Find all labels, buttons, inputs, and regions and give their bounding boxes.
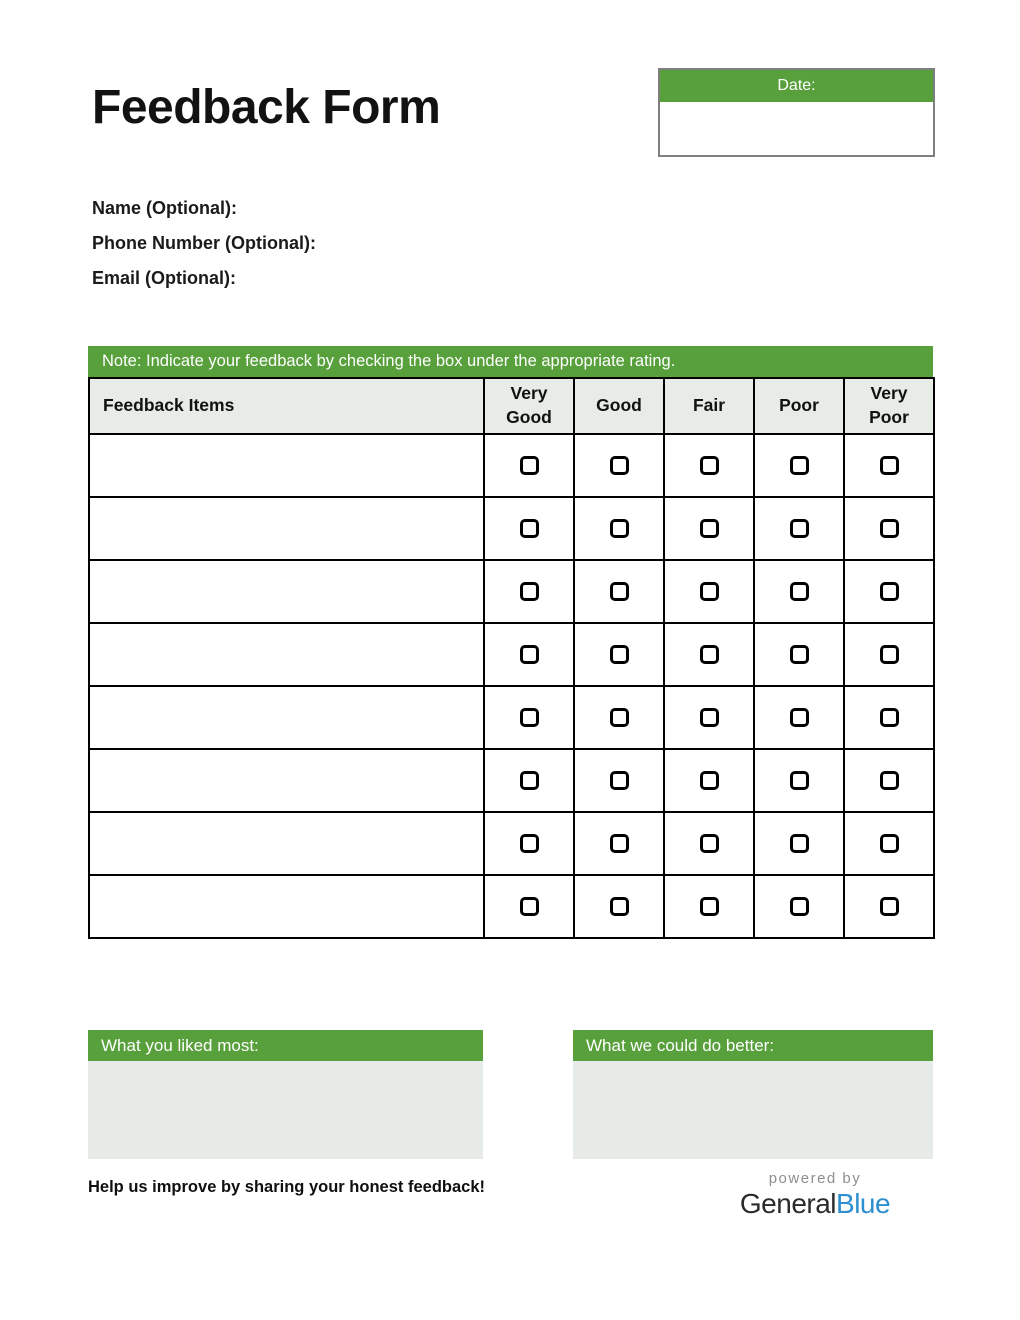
rating-cell (754, 812, 844, 875)
rating-cell (574, 686, 664, 749)
feedback-row (89, 560, 934, 623)
rating-cell (574, 434, 664, 497)
rating-checkbox[interactable] (520, 519, 539, 538)
rating-cell (844, 497, 934, 560)
rating-checkbox[interactable] (700, 834, 719, 853)
liked-most-input-area[interactable] (88, 1061, 483, 1159)
rating-checkbox[interactable] (520, 834, 539, 853)
rating-cell (844, 623, 934, 686)
rating-checkbox[interactable] (880, 645, 899, 664)
email-field-label: Email (Optional): (92, 268, 236, 288)
rating-checkbox[interactable] (610, 456, 629, 475)
rating-cell (754, 875, 844, 938)
rating-cell (484, 812, 574, 875)
rating-cell (484, 497, 574, 560)
feedback-row (89, 686, 934, 749)
rating-checkbox[interactable] (700, 519, 719, 538)
footer-message: Help us improve by sharing your honest feedback! (88, 1178, 486, 1196)
feedback-item-cell[interactable] (89, 875, 484, 938)
rating-checkbox[interactable] (520, 708, 539, 727)
rating-header-fair: Fair (664, 378, 754, 434)
do-better-header: What we could do better: (573, 1030, 933, 1061)
rating-checkbox[interactable] (610, 645, 629, 664)
rating-cell (484, 560, 574, 623)
rating-cell (844, 434, 934, 497)
rating-cell (484, 875, 574, 938)
rating-cell (754, 434, 844, 497)
do-better-input-area[interactable] (573, 1061, 933, 1159)
rating-checkbox[interactable] (610, 834, 629, 853)
rating-checkbox[interactable] (880, 771, 899, 790)
rating-cell (484, 623, 574, 686)
rating-header-poor: Poor (754, 378, 844, 434)
general-blue-logo (680, 1188, 950, 1220)
rating-checkbox[interactable] (790, 582, 809, 601)
rating-checkbox[interactable] (880, 582, 899, 601)
rating-cell (754, 560, 844, 623)
date-input-area[interactable] (660, 102, 933, 153)
feedback-row (89, 749, 934, 812)
rating-cell (574, 497, 664, 560)
page-title: Feedback Form (92, 81, 441, 134)
rating-cell (574, 812, 664, 875)
rating-cell (664, 875, 754, 938)
powered-by-text: powered by (768, 1170, 862, 1187)
rating-cell (844, 560, 934, 623)
rating-cell (664, 749, 754, 812)
rating-cell (484, 686, 574, 749)
rating-cell (664, 434, 754, 497)
rating-cell (484, 749, 574, 812)
rating-header-good: Good (574, 378, 664, 434)
rating-cell (574, 560, 664, 623)
rating-cell (664, 686, 754, 749)
feedback-item-cell[interactable] (89, 749, 484, 812)
name-field-label: Name (Optional): (92, 198, 238, 218)
rating-checkbox[interactable] (700, 771, 719, 790)
rating-cell (844, 812, 934, 875)
rating-header-very-poor: Very Poor (844, 378, 934, 434)
rating-checkbox[interactable] (790, 834, 809, 853)
rating-cell (844, 686, 934, 749)
feedback-item-cell[interactable] (89, 560, 484, 623)
rating-cell (754, 497, 844, 560)
date-box (658, 68, 935, 157)
rating-checkbox[interactable] (610, 582, 629, 601)
feedback-row (89, 623, 934, 686)
feedback-row (89, 875, 934, 938)
brand-general-text: General (739, 1188, 837, 1219)
rating-cell (844, 875, 934, 938)
rating-cell (664, 560, 754, 623)
rating-checkbox[interactable] (520, 645, 539, 664)
rating-checkbox[interactable] (790, 519, 809, 538)
feedback-item-cell[interactable] (89, 497, 484, 560)
rating-checkbox[interactable] (520, 771, 539, 790)
feedback-row (89, 497, 934, 560)
rating-cell (754, 749, 844, 812)
do-better-box (573, 1030, 933, 1159)
rating-checkbox[interactable] (700, 708, 719, 727)
brand-block (680, 1170, 950, 1220)
feedback-table (88, 377, 935, 939)
rating-checkbox[interactable] (880, 519, 899, 538)
feedback-row (89, 434, 934, 497)
table-note: Note: Indicate your feedback by checking the box under the appropriate rating. (88, 346, 933, 377)
rating-checkbox[interactable] (610, 519, 629, 538)
rating-checkbox[interactable] (610, 708, 629, 727)
rating-checkbox[interactable] (700, 645, 719, 664)
liked-most-header: What you liked most: (88, 1030, 483, 1061)
feedback-row (89, 812, 934, 875)
rating-cell (754, 686, 844, 749)
rating-cell (574, 875, 664, 938)
rating-checkbox[interactable] (520, 897, 539, 916)
contact-fields (92, 198, 316, 303)
feedback-table-body (89, 434, 934, 938)
phone-field-label: Phone Number (Optional): (92, 233, 316, 253)
rating-cell (664, 812, 754, 875)
date-label: Date: (660, 70, 933, 102)
rating-checkbox[interactable] (610, 771, 629, 790)
feedback-item-cell[interactable] (89, 434, 484, 497)
rating-checkbox[interactable] (790, 456, 809, 475)
feedback-item-cell[interactable] (89, 623, 484, 686)
rating-cell (574, 623, 664, 686)
rating-checkbox[interactable] (880, 708, 899, 727)
rating-checkbox[interactable] (880, 834, 899, 853)
rating-checkbox[interactable] (880, 897, 899, 916)
rating-header-very-good: Very Good (484, 378, 574, 434)
rating-checkbox[interactable] (790, 897, 809, 916)
liked-most-box (88, 1030, 483, 1159)
rating-cell (844, 749, 934, 812)
rating-cell (574, 749, 664, 812)
rating-checkbox[interactable] (700, 582, 719, 601)
feedback-items-header: Feedback Items (89, 378, 484, 434)
rating-cell (754, 623, 844, 686)
rating-checkbox[interactable] (790, 645, 809, 664)
feedback-item-cell[interactable] (89, 812, 484, 875)
rating-checkbox[interactable] (700, 897, 719, 916)
rating-checkbox[interactable] (880, 456, 899, 475)
rating-checkbox[interactable] (790, 771, 809, 790)
rating-checkbox[interactable] (610, 897, 629, 916)
rating-checkbox[interactable] (790, 708, 809, 727)
rating-cell (664, 623, 754, 686)
rating-checkbox[interactable] (520, 456, 539, 475)
table-header-row (89, 378, 934, 434)
brand-blue-text: Blue (836, 1188, 891, 1219)
rating-checkbox[interactable] (520, 582, 539, 601)
rating-cell (484, 434, 574, 497)
rating-cell (664, 497, 754, 560)
rating-checkbox[interactable] (700, 456, 719, 475)
feedback-item-cell[interactable] (89, 686, 484, 749)
